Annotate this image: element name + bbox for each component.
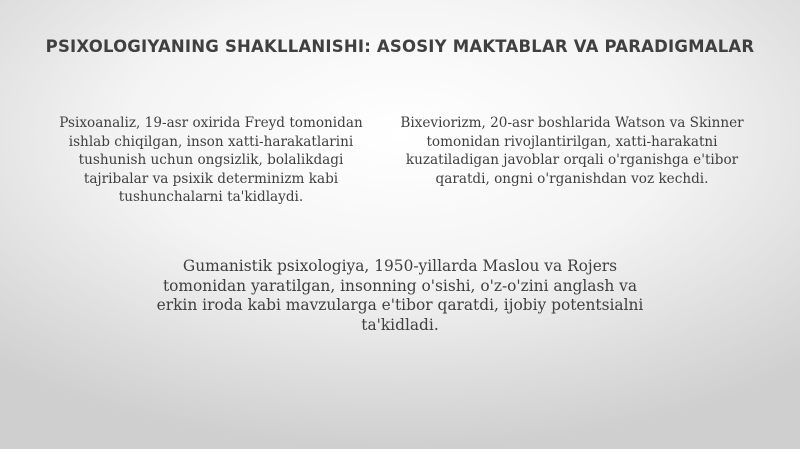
humanistic-text: Gumanistik psixologiya, 1950-yillarda Maslou va Rojers tomonidan yaratilgan, insonning o'sishi, o'z-o'zini anglash va erkin iroda kabi mavzularga e'tibor qaratdi, ijobiy potentsialni ta'kidladi. <box>156 257 644 334</box>
psychoanalysis-text: Psixoanaliz, 19-asr oxirida Freyd tomonidan ishlab chiqilgan, inson xatti-harakatlarini tushunish uchun ongsizlik, bolalikdagi tajribalar va psixik determinizm kabi tushunchalarni ta'kidlaydi. <box>59 115 363 205</box>
slide-title: PSIXOLOGIYANING SHAKLLANISHI: ASOSIY MAKTABLAR VA PARADIGMALAR <box>45 37 755 56</box>
behaviorism-text: Bixeviorizm, 20-asr boshlarida Watson va Skinner tomonidan rivojlantirilgan, xatti-harakatni kuzatiladigan javoblar orqali o'rganishga e'tibor qaratdi, ongni o'rganishdan voz kechdi. <box>400 115 744 187</box>
